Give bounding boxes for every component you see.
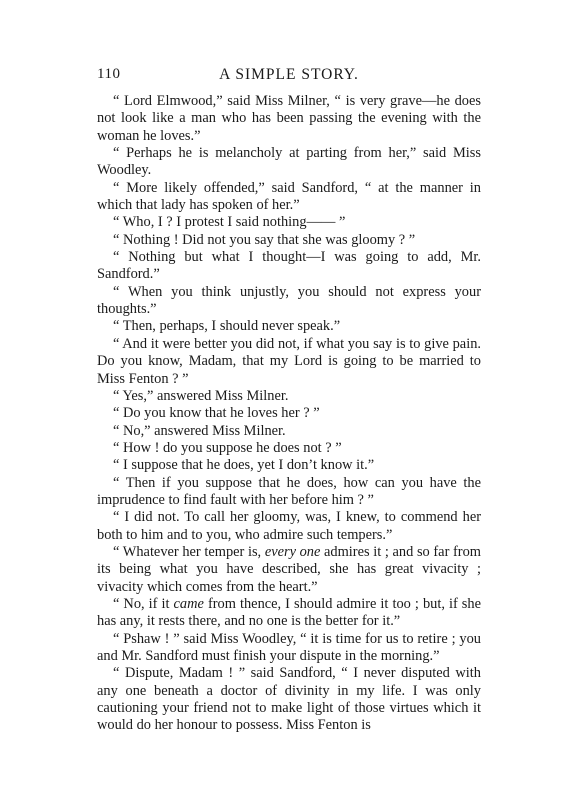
- text-run: “ Nothing ! Did not you say that she was gloomy ? ”: [113, 231, 416, 248]
- paragraph: [97, 336, 481, 388]
- paragraph: [97, 388, 481, 405]
- paragraph: [97, 631, 481, 666]
- text-run: admires it ; and so far from its being what you have described, she has great vivacity ; vivacity which comes from the heart.”: [97, 543, 481, 595]
- paragraph: [97, 665, 481, 734]
- running-title: A SIMPLE STORY.: [219, 66, 359, 83]
- text-run: “ And it were better you did not, if what you say is to give pain. Do you know, Madam, that my Lord is going to be married to Miss Fenton ? ”: [97, 335, 481, 387]
- paragraph: [97, 284, 481, 319]
- text-run: “ How ! do you suppose he does not ? ”: [113, 439, 342, 456]
- paragraph: [97, 423, 481, 440]
- text-run: “ More likely offended,” said Sandford, “ at the manner in which that lady has spoken of her.”: [97, 179, 481, 214]
- text-run: “ Pshaw ! ” said Miss Woodley, “ it is time for us to retire ; you and Mr. Sandford must finish your dispute in the morning.”: [97, 630, 481, 664]
- text-run: “ Lord Elmwood,” said Miss Milner, “ is very grave—he does not look like a man who has been passing the evening with the woman he loves.”: [97, 93, 481, 144]
- paragraph: [97, 457, 481, 474]
- paragraph: [97, 509, 481, 544]
- book-page: [97, 66, 481, 735]
- text-run: “ No, if it: [113, 595, 174, 612]
- page-header: [97, 66, 481, 86]
- paragraph: [97, 214, 481, 231]
- page-number: 110: [97, 66, 121, 82]
- paragraph: [97, 440, 481, 457]
- paragraph: [97, 180, 481, 215]
- text-run: “ Yes,” answered Miss Milner.: [113, 387, 289, 404]
- paragraph: [97, 318, 481, 335]
- text-run: “ When you think unjustly, you should not express your thoughts.”: [97, 283, 481, 318]
- italic-text: every one: [264, 543, 321, 560]
- paragraph: [97, 596, 481, 631]
- text-run: “ No,” answered Miss Milner.: [113, 422, 286, 439]
- paragraph: [97, 405, 481, 422]
- text-run: from thence, I should admire it too ; but, if she has any, it rests there, and no one is the better for it.”: [97, 595, 481, 630]
- text-run: “ Dispute, Madam ! ” said Sandford, “ I never disputed with any one beneath a doctor of divinity in my life. I was only cautioning your friend not to make light of those virtues which it would do her honour to possess. Miss Fenton is: [97, 665, 481, 734]
- paragraph: [97, 249, 481, 284]
- paragraph: [97, 232, 481, 249]
- paragraph: [97, 475, 481, 510]
- text-run: “ Who, I ? I protest I said nothing—— ”: [113, 214, 346, 231]
- text-run: “ I did not. To call her gloomy, was, I knew, to commend her both to him and to you, who admire such tempers.”: [97, 509, 481, 543]
- text-run: “ Do you know that he loves her ? ”: [113, 405, 320, 422]
- paragraph: [97, 544, 481, 596]
- text-run: “ Then if you suppose that he does, how can you have the imprudence to find fault with her before him ? ”: [97, 474, 481, 508]
- body-text: [97, 93, 481, 735]
- paragraph: [97, 93, 481, 145]
- italic-text: came: [173, 595, 204, 612]
- text-run: “ Whatever her temper is,: [113, 543, 265, 560]
- text-run: “ Nothing but what I thought—I was going to add, Mr. Sandford.”: [97, 249, 481, 283]
- text-run: “ Perhaps he is melancholy at parting from her,” said Miss Woodley.: [97, 145, 481, 179]
- paragraph: [97, 145, 481, 180]
- text-run: “ Then, perhaps, I should never speak.”: [113, 318, 341, 335]
- text-run: “ I suppose that he does, yet I don’t know it.”: [113, 457, 375, 474]
